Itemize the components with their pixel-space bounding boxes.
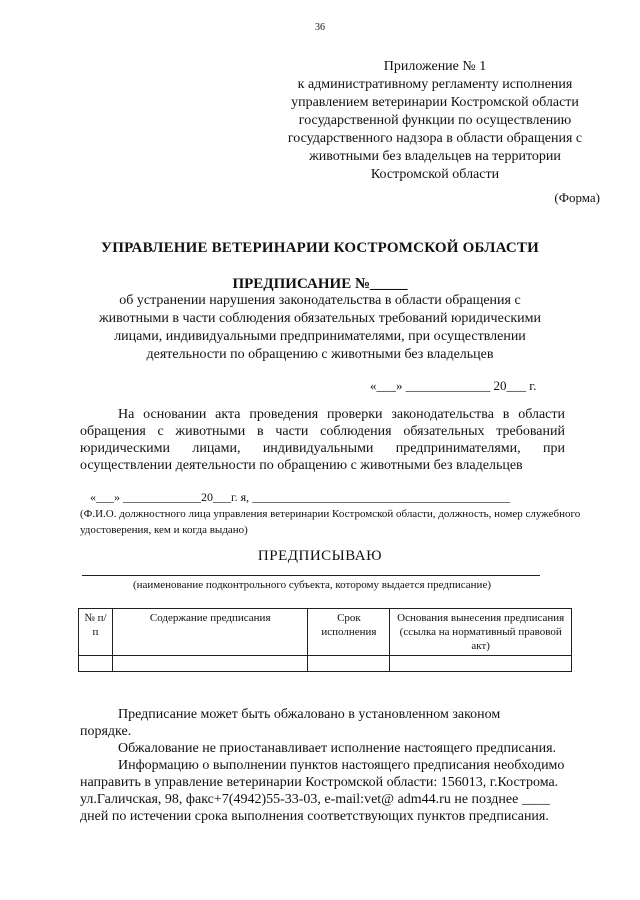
col-content-header: Содержание предписания [112,609,308,656]
appendix-line: государственной функции по осуществлению [298,113,572,128]
form-label: (Форма) [554,190,600,205]
date-line: «___» _____________ 20___ г. [370,378,537,393]
appendix-header [270,58,600,184]
table-row [79,656,572,672]
table-cell [79,656,113,672]
official-caption: (Ф.И.О. должностного лица управления ветеринарии Костромской области, должность, номер служебного удостоверения, кем и когда выдано) [80,508,581,536]
appeal-note: Предписание может быть обжаловано в установленном законом [118,707,501,722]
prescription-table [78,608,572,672]
info-note-line: Информацию о выполнении пунктов настоящего предписания необходимо [118,758,565,773]
appendix-line: государственного надзора в области обращения с [287,131,583,146]
document-subtitle: об устранении нарушения законодательства в области обращения с животными в части соблюдения обязательных требований юридическими лицами, индивидуальными предпринимателями, при осуществлении деятельности по обращению с животными без владельцев [98,293,541,362]
subject-blank-line [82,575,540,576]
table-cell [112,656,308,672]
appendix-line: животными без владельцев на территории [309,149,561,164]
col-number-header: № п/п [79,609,113,656]
table-cell [308,656,390,672]
appendix-line: Приложение № 1 [383,59,487,74]
prescribe-heading: ПРЕДПИСЫВАЮ [257,548,383,564]
appeal-note-cont: порядке. [80,724,132,739]
col-grounds-header: Основания вынесения предписания (ссылка на нормативный правовой акт) [390,609,572,656]
table-header-row [79,609,572,656]
official-fill-line: «___» _____________20___г. я, ___________________________________________ [90,490,511,504]
col-deadline-header: Срок исполнения [308,609,390,656]
info-note-line: ул.Галичская, 98, факс+7(4942)55-33-03, e-mail:vet@ adm44.ru не позднее ____ [80,792,550,807]
appendix-line: Костромской области [370,167,500,182]
subject-caption: (наименование подконтрольного субъекта, которому выдается предписание) [132,579,491,591]
no-suspend-note: Обжалование не приостанавливает исполнение настоящего предписания. [118,741,557,756]
appendix-line: управлением ветеринарии Костромской области [291,95,579,110]
info-note-line: направить в управление ветеринарии Костромской области: 156013, г.Кострома. [80,775,559,790]
page-number: 36 [315,22,325,33]
agency-title: УПРАВЛЕНИЕ ВЕТЕРИНАРИИ КОСТРОМСКОЙ ОБЛАСТИ [101,240,539,256]
document-title: ПРЕДПИСАНИЕ №_____ [232,276,408,292]
body-paragraph: На основании акта проведения проверки законодательства в области обращения с животными в части соблюдения обязательных требований юридическими лицами, индивидуальными предпринимателями, при осуществлении деятельности по обращению с животными без владельцев [80,407,565,473]
appendix-line: к административному регламенту исполнения [297,77,573,92]
notes-section [80,706,600,825]
info-note-line: дней по истечении срока выполнения соответствующих пунктов предписания. [80,809,549,824]
table-cell [390,656,572,672]
